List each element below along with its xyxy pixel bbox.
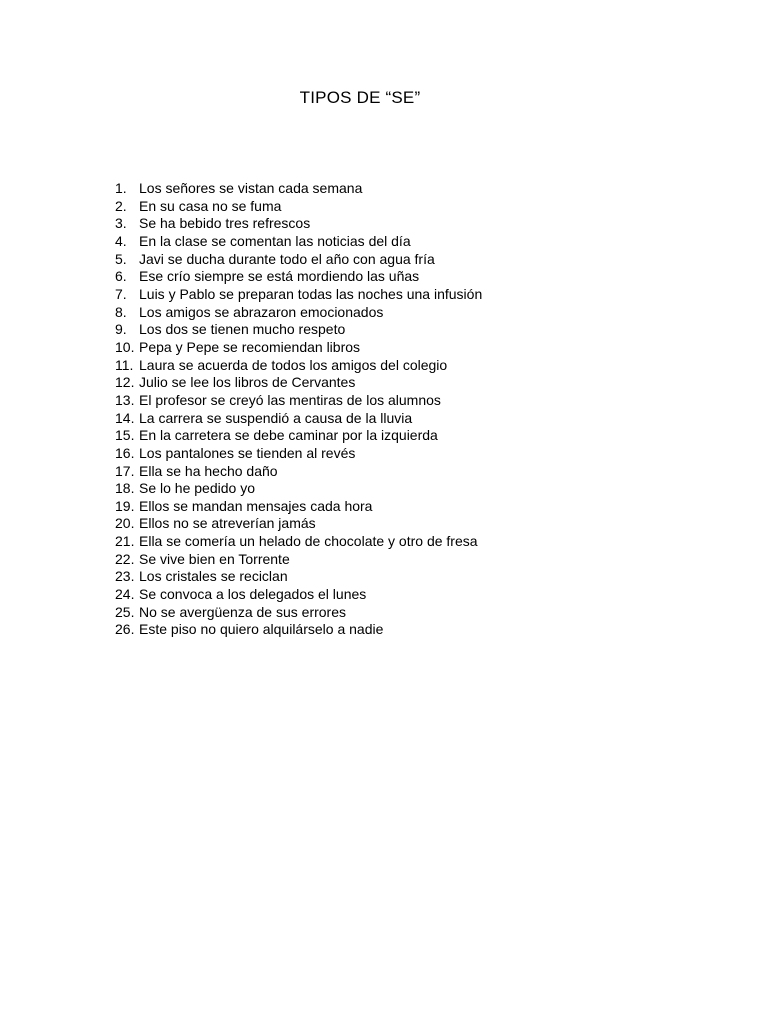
- list-item: [115, 215, 482, 233]
- item-number: 14.: [115, 409, 135, 426]
- item-number: 8.: [115, 303, 127, 320]
- list-item: [115, 551, 482, 569]
- item-number: 17.: [115, 462, 135, 479]
- list-item: [115, 233, 482, 251]
- list-item: [115, 621, 482, 639]
- list-item: [115, 198, 482, 216]
- item-text: Ellos no se atreverían jamás: [139, 515, 316, 532]
- item-text: Julio se lee los libros de Cervantes: [139, 374, 356, 391]
- item-number: 19.: [115, 497, 135, 514]
- item-number: 18.: [115, 480, 135, 497]
- item-text: Se ha bebido tres refrescos: [139, 215, 311, 232]
- list-item: [115, 427, 482, 445]
- item-number: 5.: [115, 250, 127, 267]
- list-item: [115, 480, 482, 498]
- item-text: Luis y Pablo se preparan todas las noches una infusión: [139, 285, 483, 302]
- item-text: Se convoca a los delegados el lunes: [139, 586, 367, 603]
- item-number: 25.: [115, 603, 135, 620]
- item-text: Javi se ducha durante todo el año con agua fría: [139, 250, 435, 267]
- list-item: [115, 357, 482, 375]
- list-item: [115, 392, 482, 410]
- item-number: 24.: [115, 586, 135, 603]
- item-text: Este piso no quiero alquilárselo a nadie: [139, 621, 384, 638]
- list-item: [115, 304, 482, 322]
- item-number: 16.: [115, 444, 135, 461]
- list-item: [115, 586, 482, 604]
- item-text: No se avergüenza de sus errores: [139, 603, 346, 620]
- item-text: Los cristales se reciclan: [139, 568, 288, 585]
- item-number: 23.: [115, 568, 135, 585]
- list-item: [115, 515, 482, 533]
- item-text: Ese crío siempre se está mordiendo las uñas: [139, 268, 420, 285]
- item-text: Se vive bien en Torrente: [139, 550, 290, 567]
- item-text: En su casa no se fuma: [139, 197, 282, 214]
- list-item: [115, 568, 482, 586]
- list-item: [115, 321, 482, 339]
- sentence-list: [115, 180, 482, 639]
- item-number: 22.: [115, 550, 135, 567]
- item-text: Laura se acuerda de todos los amigos del colegio: [139, 356, 448, 373]
- item-number: 10.: [115, 338, 135, 355]
- list-item: [115, 286, 482, 304]
- list-item: [115, 180, 482, 198]
- item-number: 3.: [115, 215, 127, 232]
- item-number: 12.: [115, 374, 135, 391]
- item-number: 4.: [115, 232, 127, 249]
- item-text: Los pantalones se tienden al revés: [139, 444, 356, 461]
- item-text: En la clase se comentan las noticias del día: [139, 232, 411, 249]
- list-item: [115, 268, 482, 286]
- item-number: 26.: [115, 621, 135, 638]
- item-text: El profesor se creyó las mentiras de los alumnos: [139, 391, 441, 408]
- item-text: Ellos se mandan mensajes cada hora: [139, 497, 373, 514]
- document-title: TIPOS DE “SE”: [299, 88, 421, 107]
- list-item: [115, 604, 482, 622]
- list-item: [115, 339, 482, 357]
- item-number: 7.: [115, 285, 127, 302]
- list-item: [115, 374, 482, 392]
- item-number: 21.: [115, 533, 135, 550]
- item-number: 6.: [115, 268, 127, 285]
- item-number: 1.: [115, 180, 127, 196]
- item-text: La carrera se suspendió a causa de la lluvia: [139, 409, 413, 426]
- item-number: 2.: [115, 197, 127, 214]
- item-text: Los amigos se abrazaron emocionados: [139, 303, 384, 320]
- item-number: 11.: [115, 356, 134, 373]
- item-number: 9.: [115, 321, 127, 338]
- item-text: Ella se comería un helado de chocolate y otro de fresa: [139, 533, 478, 550]
- list-item: [115, 410, 482, 428]
- item-number: 15.: [115, 427, 135, 444]
- list-item: [115, 251, 482, 269]
- item-text: En la carretera se debe caminar por la izquierda: [139, 427, 438, 444]
- item-text: Pepa y Pepe se recomiendan libros: [139, 338, 361, 355]
- item-text: Se lo he pedido yo: [139, 480, 255, 497]
- list-item: [115, 498, 482, 516]
- item-number: 20.: [115, 515, 135, 532]
- item-text: Los dos se tienen mucho respeto: [139, 321, 346, 338]
- list-item: [115, 533, 482, 551]
- item-text: Ella se ha hecho daño: [139, 462, 278, 479]
- item-text: Los señores se vistan cada semana: [139, 180, 363, 196]
- item-number: 13.: [115, 391, 135, 408]
- list-item: [115, 463, 482, 481]
- list-item: [115, 445, 482, 463]
